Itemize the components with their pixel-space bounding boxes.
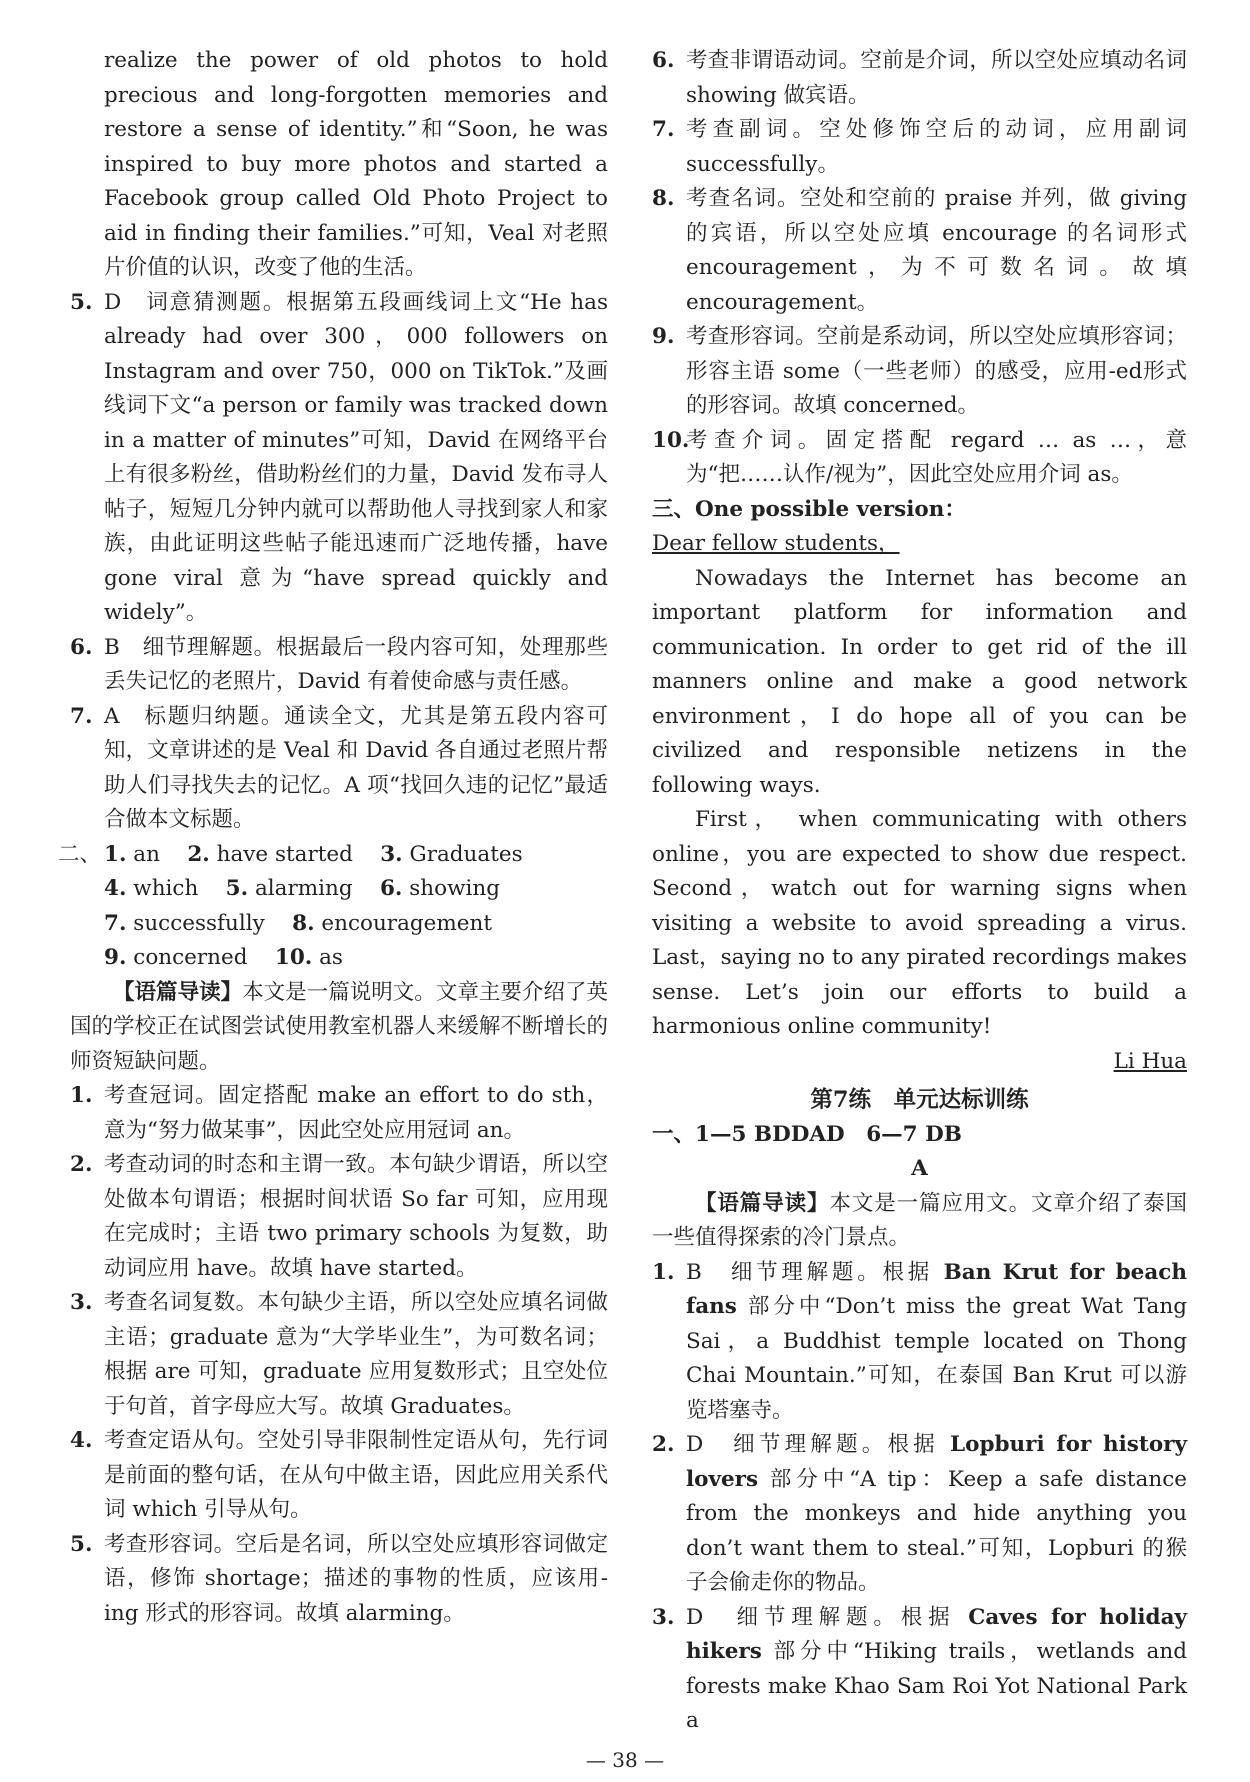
section-two-answers: [58, 838, 608, 976]
explain-item-5: 5. 考查形容词。空后是名词，所以空处应填形容词做定语，修饰 shortage；描述的事物的性质，应该用-ing 形式的形容词。故填 alarming。: [70, 1531, 608, 1626]
explain-item-1: 1. 考查冠词。固定搭配 make an effort to do sth，意为“努力做某事”，因此空处应用冠词 an。: [70, 1083, 608, 1143]
item-number: 5.: [70, 289, 93, 315]
guide-tag: 【语篇导读】: [113, 979, 243, 1005]
explain-item-10: 10. 考查介词。固定搭配 regard … as …，意为“把……认作/视为”，因此空处应用介词 as。: [652, 427, 1187, 487]
reading-item-1: 1. B 细节理解题。根据 Ban Krut for beach fans 部分中“Don’t miss the great Wat Tang Sai，a Buddhist temple located on Thong Chai Mountain.”可知，在泰国 Ban Krut 可以游览塔塞寺。: [652, 1259, 1187, 1423]
item-text: D 词意猜测题。根据第五段画线词上文“He has already had over 300，000 followers on Instagram and over 750，000 on TikTok.”及画线词下文“a person or family was tracked down in a matter of minutes”可知，David 在网络平台上有很多粉丝，借助粉丝们的力量，David 发布寻人帖子，短短几分钟内就可以帮助他人寻找到家人和家族，由此证明这些帖子能迅速而广泛地传播，have gone viral 意为“have spread quickly and widely”。: [104, 289, 608, 625]
section-two-label: 二、: [58, 841, 102, 867]
answer-line-1: 1. an 2. have started 3. Graduates: [104, 841, 523, 867]
item-number: 6.: [70, 634, 93, 660]
reading-item-2: 2. D 细节理解题。根据 Lopburi for history lovers 部分中“A tip：Keep a safe distance from the monkeys and hide anything you don’t want them to steal.”可知，Lopburi 的猴子会偷走你的物品。: [652, 1432, 1187, 1595]
explain-item-4: 4. 考查定语从句。空处引导非限制性定语从句，先行词是前面的整句话，在从句中做主语，因此应用关系代词 which 引导从句。: [70, 1428, 608, 1522]
right-column: [652, 44, 1187, 1739]
section-one-answers: 一、1—5 BDDAD 6—7 DB: [652, 1121, 962, 1147]
answer-line-3: 7. successfully 8. encouragement: [104, 910, 492, 936]
explain-item-2: 2. 考查动词的时态和主谓一致。本句缺少谓语，所以空处做本句谓语；根据时间状语 So far 可知，应用现在完成时；主语 two primary schools 为复数，助动词应用 have。故填 have started。: [70, 1152, 608, 1281]
letter-signature: Li Hua: [1113, 1048, 1187, 1074]
passage-guide-a: 【语篇导读】本文是一篇应用文。文章介绍了泰国一些值得探索的冷门景点。: [652, 1190, 1187, 1250]
reading-item-3: 3. D 细节理解题。根据 Caves for holiday hikers 部分中“Hiking trails，wetlands and forests make Khao Sam Roi Yot National Park a: [652, 1604, 1187, 1733]
explain-item-3: 3. 考查名词复数。本句缺少主语，所以空处应填名词做主语；graduate 意为“大学毕业生”，为可数名词；根据 are 可知，graduate 应用复数形式；且空处位于句首，首字母应大写。故填 Graduates。: [70, 1290, 608, 1419]
explain-item-6: 6. 考查非谓语动词。空前是介词，所以空处应填动名词 showing 做宾语。: [652, 48, 1187, 108]
answer-line-2: 4. which 5. alarming 6. showing: [104, 876, 500, 901]
section-three-heading: 三、One possible version：: [652, 496, 966, 522]
item-text: B 细节理解题。根据最后一段内容可知，处理那些丢失记忆的老照片，David 有着使命感与责任感。: [104, 634, 608, 694]
answer-item-6: [70, 631, 608, 700]
left-column: [58, 44, 608, 1631]
unit-title: 第7练 单元达标训练: [810, 1087, 1029, 1113]
item-text: A 标题归纳题。通读全文，尤其是第五段内容可知，文章讲述的是 Veal 和 David 各自通过老照片帮助人们寻找失去的记忆。A 项“找回久违的记忆”最适合做本文标题。: [104, 703, 608, 832]
answer-line-4: 9. concerned 10. as: [104, 945, 343, 970]
answer-item-7: [70, 700, 608, 838]
q4-continuation: realize the power of old photos to hold precious and long-forgotten memories and restore a sense of identity.”和“Soon, he was inspired to buy more photos and started a Facebook group called Old Photo Project to aid in finding their families.”可知，Veal 对老照片价值的认识，改变了他的生活。: [104, 48, 608, 280]
passage-guide: [70, 976, 608, 1080]
letter-paragraph-1: Nowadays the Internet has become an important platform for information and communication. In order to get rid of the ill manners online and make a good network environment，I do hope all of you can be civilized and responsible netizens in the following ways.: [652, 565, 1187, 798]
letter-salutation: Dear fellow students，: [652, 531, 900, 556]
letter-paragraph-2: First， when communicating with others online，you are expected to show due respect. Second，watch out for warning signs when visiting a website to avoid spreading a virus. Last，saying no to any pirated recordings makes sense. Let’s join our efforts to build a harmonious online community!: [652, 807, 1187, 1039]
passage-label: A: [911, 1156, 928, 1181]
explain-item-8: 8. 考查名词。空处和空前的 praise 并列，做 giving 的宾语，所以空处应填 encourage 的名词形式 encouragement，为不可数名词。故填 encouragement。: [652, 186, 1187, 315]
explain-item-7: 7. 考查副词。空处修饰空后的动词，应用副词 successfully。: [652, 117, 1187, 177]
answer-item-5: [70, 286, 608, 631]
item-number: 7.: [70, 703, 93, 729]
page-number: — 38 —: [585, 1748, 665, 1772]
guide-text: 本文是一篇说明文。文章主要介绍了英国的学校正在试图尝试使用教室机器人来缓解不断增长的师资短缺问题。: [70, 979, 608, 1074]
explain-item-9: 9. 考查形容词。空前是系动词，所以空处应填形容词；形容主语 some（一些老师）的感受，应用-ed形式的形容词。故填 concerned。: [652, 324, 1187, 418]
